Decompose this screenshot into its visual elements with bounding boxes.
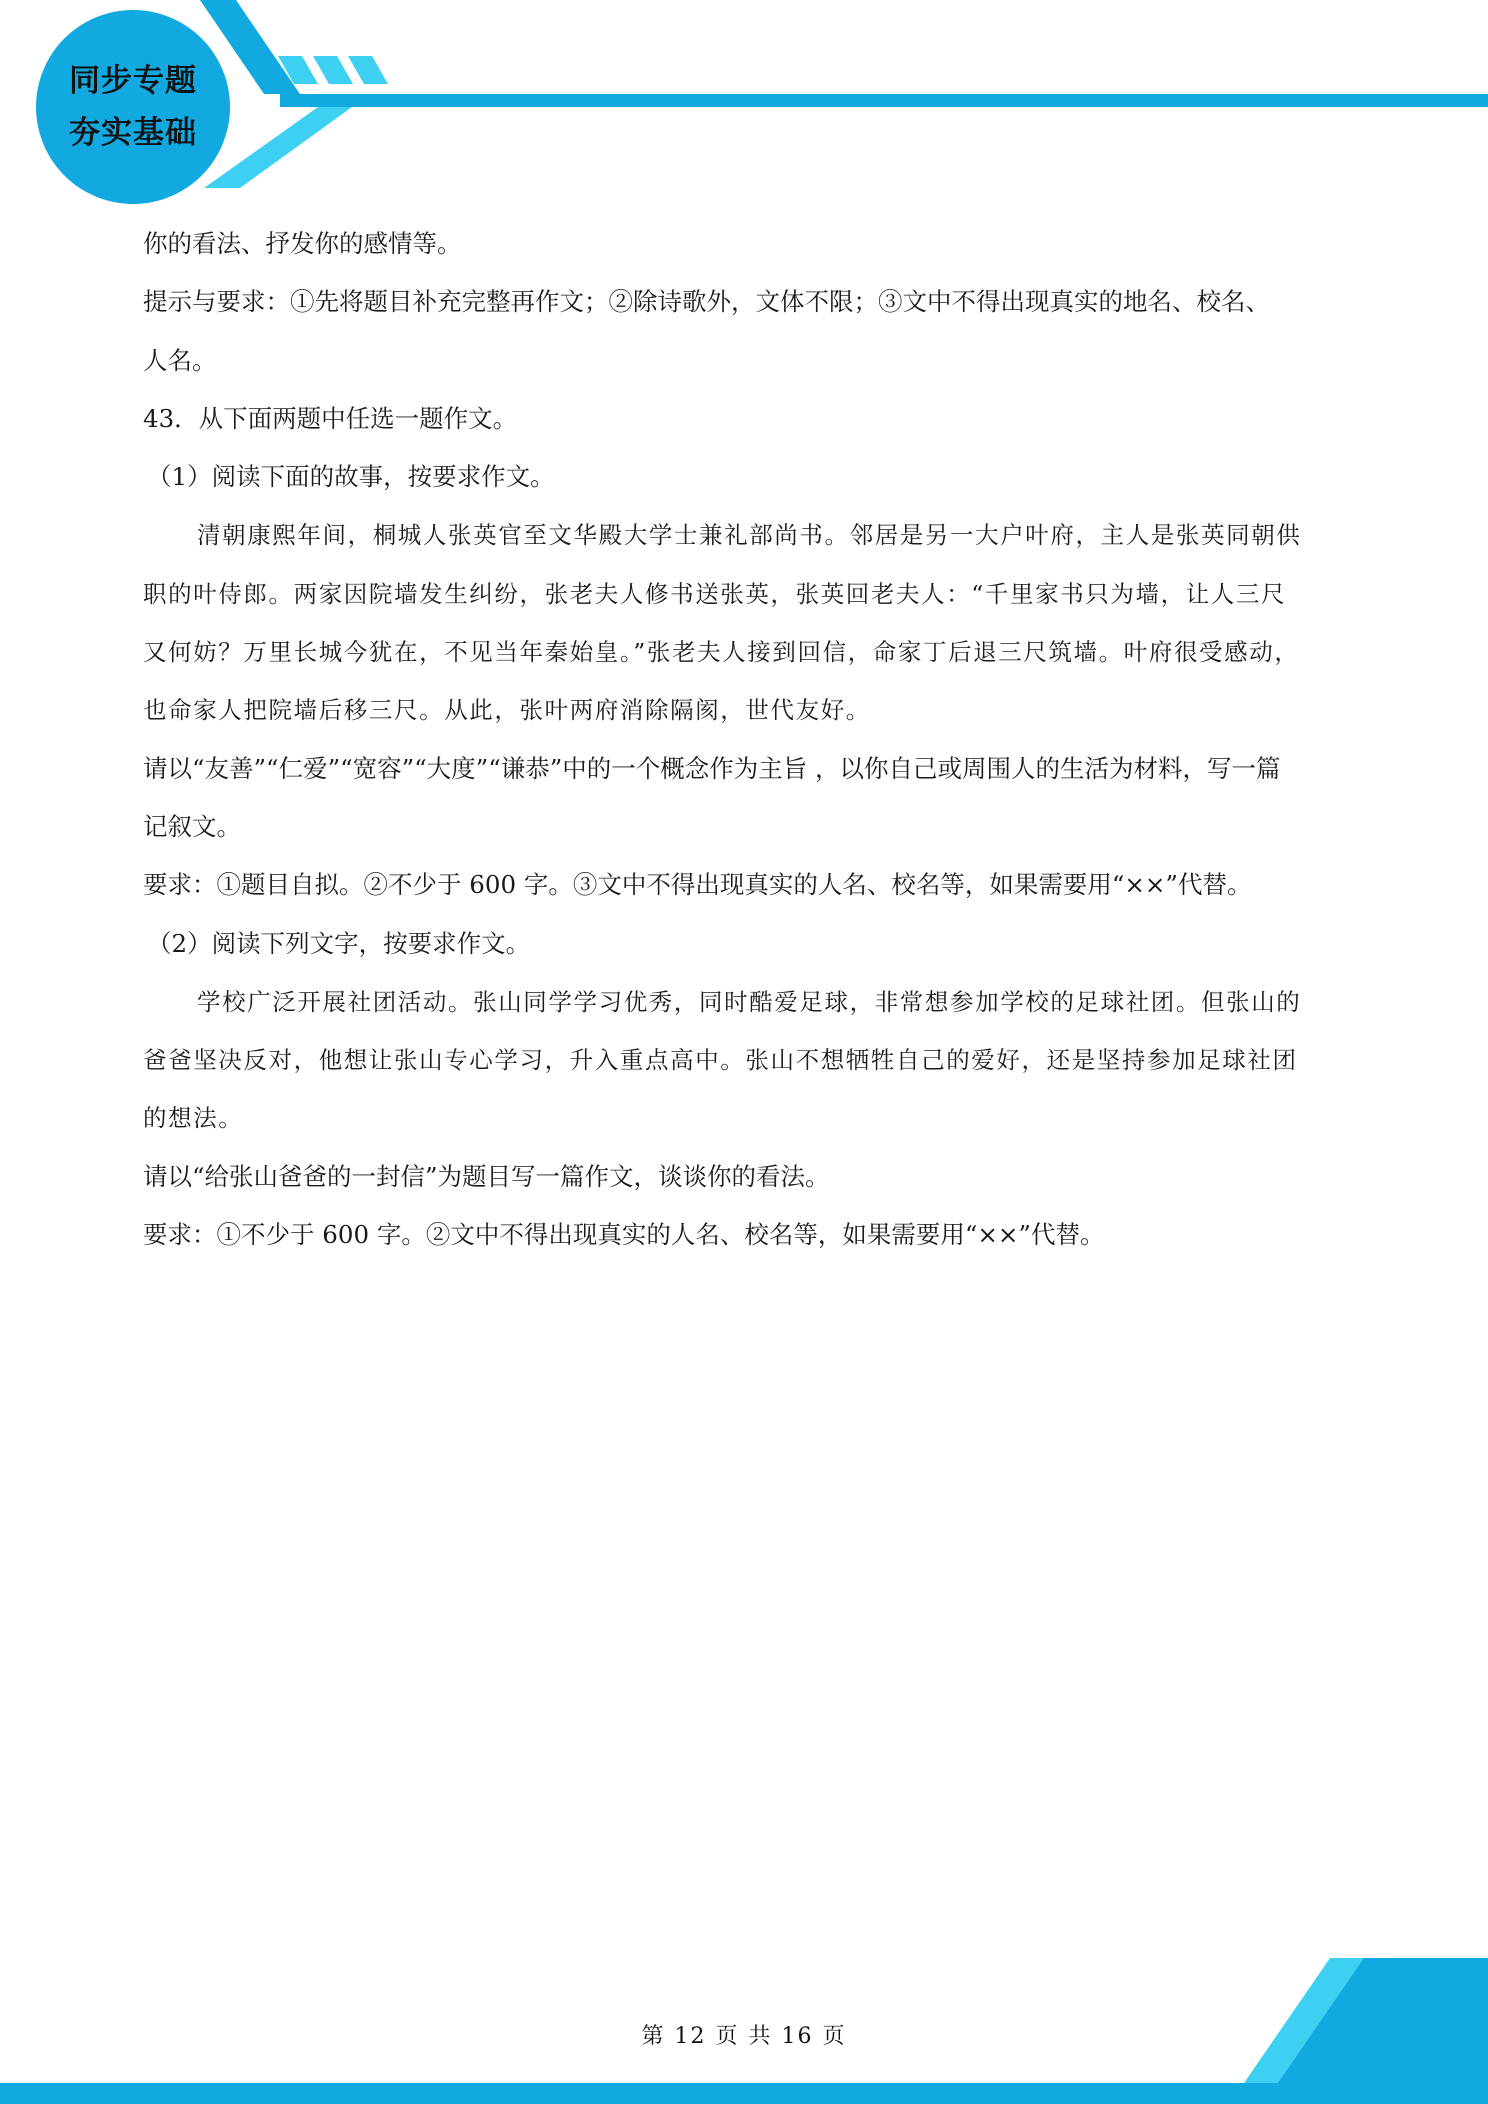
footer-rule: [0, 2083, 1488, 2104]
header-dash-2: [313, 56, 353, 84]
section-badge: [36, 10, 230, 204]
story-line: 学校广泛开展社团活动。张山同学学习优秀，同时酷爱足球，非常想参加学校的足球社团。但张山的: [197, 987, 1302, 1016]
requirement-line: 要求：①不少于 600 字。②文中不得出现真实的人名、校名等，如果需要用“××”代替。: [143, 1220, 1105, 1250]
sub-question-1: （1）阅读下面的故事，按要求作文。: [147, 462, 555, 492]
sub-question-2: （2）阅读下列文字，按要求作文。: [147, 928, 531, 958]
text-line: 你的看法、抒发你的感情等。: [143, 229, 462, 258]
text-line: 人名。: [143, 345, 217, 375]
story-line: 也命家人把院墙后移三尺。从此，张叶两府消除隔阂，世代友好。: [143, 696, 871, 725]
header-dash-3: [348, 56, 388, 84]
story-line: 职的叶侍郎。两家因院墙发生纠纷，张老夫人修书送张英，张英回老夫人：“千里家书只为墙，让人三尺: [143, 579, 1287, 608]
header-rule: [280, 94, 1488, 107]
page-number: 第 12 页 共 16 页: [641, 2024, 847, 2049]
question-heading: 43．从下面两题中任选一题作文。: [143, 403, 518, 433]
story-line: 爸爸坚决反对，他想让张山专心学习，升入重点高中。张山不想牺牲自己的爱好，还是坚持参加足球社团: [143, 1046, 1298, 1075]
text-line: 请以“给张山爸爸的一封信”为题目写一篇作文，谈谈你的看法。: [143, 1161, 830, 1191]
story-line: 的想法。: [143, 1104, 244, 1133]
text-line: 记叙文。: [143, 811, 241, 841]
badge-line-2: 夯实基础: [69, 115, 197, 151]
story-line: 清朝康熙年间，桐城人张英官至文华殿大学士兼礼部尚书。邻居是另一大户叶府，主人是张英同朝供: [197, 521, 1302, 550]
text-line: 请以“友善”“仁爱”“宽容”“大度”“谦恭”中的一个概念作为主旨 ，以你自己或周围人的生活为材料，写一篇: [143, 753, 1281, 783]
text-line: 提示与要求：①先将题目补充完整再作文；②除诗歌外，文体不限；③文中不得出现真实的地名、校名、: [143, 287, 1270, 317]
requirement-line: 要求：①题目自拟。②不少于 600 字。③文中不得出现真实的人名、校名等，如果需要用“××”代替。: [143, 870, 1252, 900]
document-body: [143, 215, 1349, 1264]
story-line: 又何妨？万里长城今犹在，不见当年秦始皇。”张老夫人接到回信，命家丁后退三尺筑墙。叶府很受感动，: [143, 638, 1300, 667]
badge-line-1: 同步专题: [69, 63, 197, 99]
